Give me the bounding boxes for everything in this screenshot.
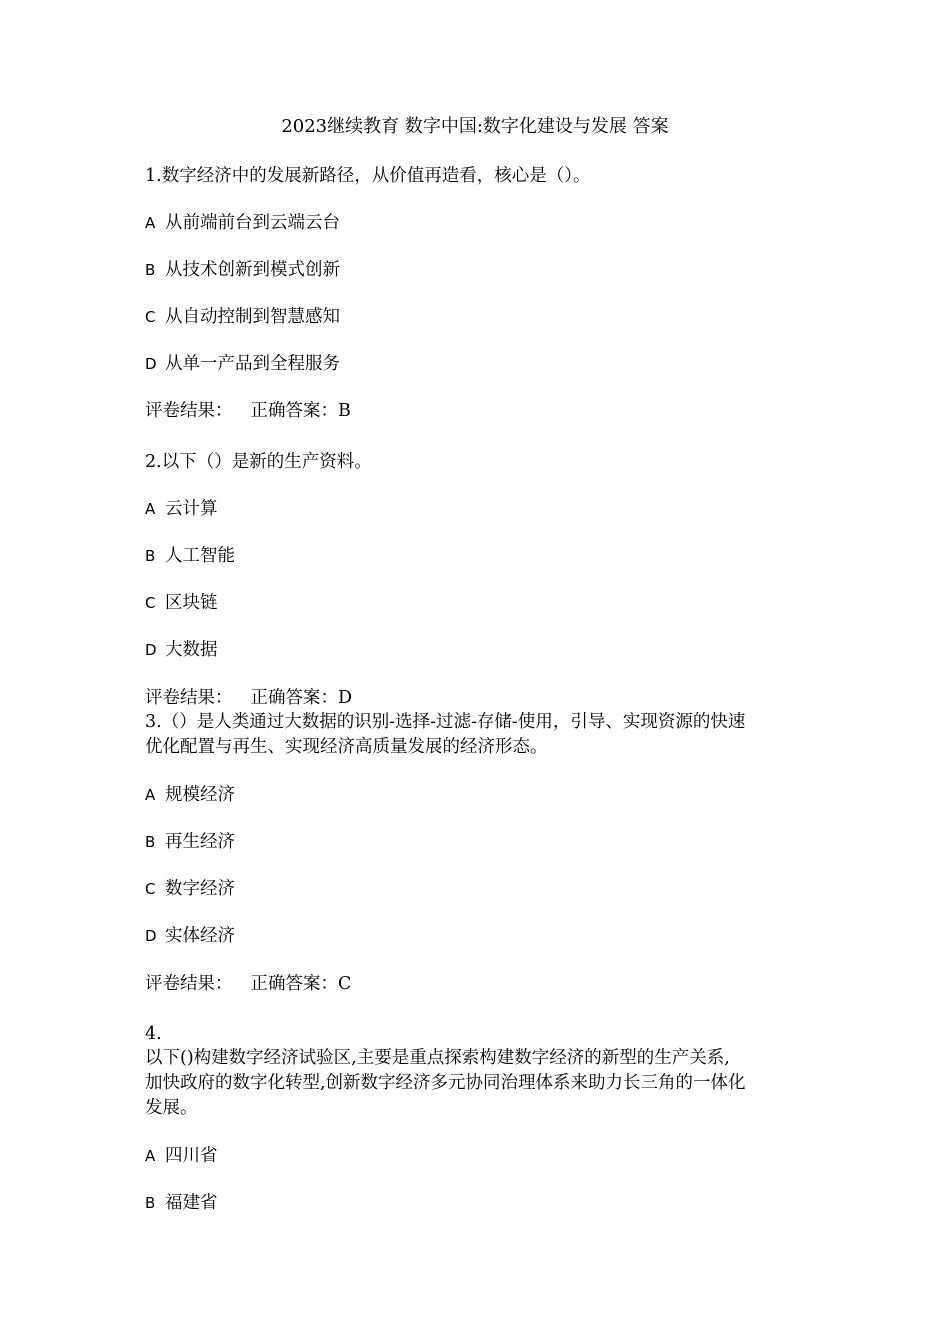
question-1-result: [145, 399, 351, 423]
option-letter: C: [145, 308, 156, 326]
question-1-option-d: [145, 352, 340, 376]
option-text: 大数据: [165, 640, 218, 660]
correct-answer: 正确答案：C: [250, 974, 352, 994]
option-letter: B: [145, 833, 156, 851]
question-4-option-b: [145, 1191, 218, 1215]
option-letter: B: [145, 547, 156, 565]
question-3-option-c: [145, 877, 235, 901]
correct-answer: 正确答案：D: [250, 688, 353, 708]
question-1-option-c: [145, 305, 340, 329]
result-label: 评卷结果：: [145, 401, 233, 421]
question-2-stem: 2.以下（）是新的生产资料。: [145, 452, 372, 472]
option-text: 实体经济: [165, 926, 235, 946]
option-text: 区块链: [165, 593, 218, 613]
document-title: 2023继续教育 数字中国:数字化建设与发展 答案: [281, 116, 669, 137]
option-text: 人工智能: [165, 546, 235, 566]
option-letter: D: [145, 355, 157, 373]
option-letter: A: [145, 786, 156, 804]
question-4-number: 4.: [145, 1024, 162, 1044]
option-text: 从技术创新到模式创新: [165, 260, 340, 280]
option-text: 福建省: [165, 1193, 218, 1213]
question-3-stem-line-2: 优化配置与再生、实现经济高质量发展的经济形态。: [145, 737, 548, 757]
option-text: 从前端前台到云端云台: [165, 213, 340, 233]
option-letter: D: [145, 641, 157, 659]
option-letter: C: [145, 594, 156, 612]
correct-answer: 正确答案：B: [250, 401, 351, 421]
question-3-option-d: [145, 924, 235, 948]
result-label: 评卷结果：: [145, 688, 233, 708]
question-1-stem: 1.数字经济中的发展新路径，从价值再造看，核心是（）。: [145, 166, 591, 186]
question-4-stem-line-1: 以下()构建数字经济试验区,主要是重点探索构建数字经济的新型的生产关系,: [145, 1048, 730, 1068]
option-letter: A: [145, 500, 156, 518]
option-letter: B: [145, 261, 156, 279]
option-letter: A: [145, 1147, 156, 1165]
question-3-stem-line-1: 3.（）是人类通过大数据的识别-选择-过滤-存储-使用，引导、实现资源的快速: [145, 712, 746, 732]
option-letter: B: [145, 1194, 156, 1212]
option-text: 规模经济: [165, 785, 235, 805]
question-1-option-b: [145, 258, 340, 282]
question-3-option-a: [145, 783, 235, 807]
question-3-option-b: [145, 830, 235, 854]
option-text: 云计算: [165, 499, 218, 519]
question-2-option-a: [145, 497, 218, 521]
option-letter: A: [145, 214, 156, 232]
option-letter: C: [145, 880, 156, 898]
option-text: 数字经济: [165, 879, 235, 899]
question-2-option-b: [145, 544, 235, 568]
question-1-option-a: [145, 211, 340, 235]
option-text: 从自动控制到智慧感知: [165, 307, 340, 327]
question-4-stem-line-3: 发展。: [145, 1098, 198, 1118]
question-4-stem-line-2: 加快政府的数字化转型,创新数字经济多元协同治理体系来助力长三角的一体化: [145, 1073, 746, 1093]
option-text: 四川省: [165, 1146, 218, 1166]
option-letter: D: [145, 927, 157, 945]
question-2-result: [145, 686, 352, 710]
question-2-option-d: [145, 638, 218, 662]
question-2-option-c: [145, 591, 218, 615]
question-4-option-a: [145, 1144, 218, 1168]
option-text: 再生经济: [165, 832, 235, 852]
result-label: 评卷结果：: [145, 974, 233, 994]
option-text: 从单一产品到全程服务: [165, 354, 340, 374]
question-3-result: [145, 972, 351, 996]
